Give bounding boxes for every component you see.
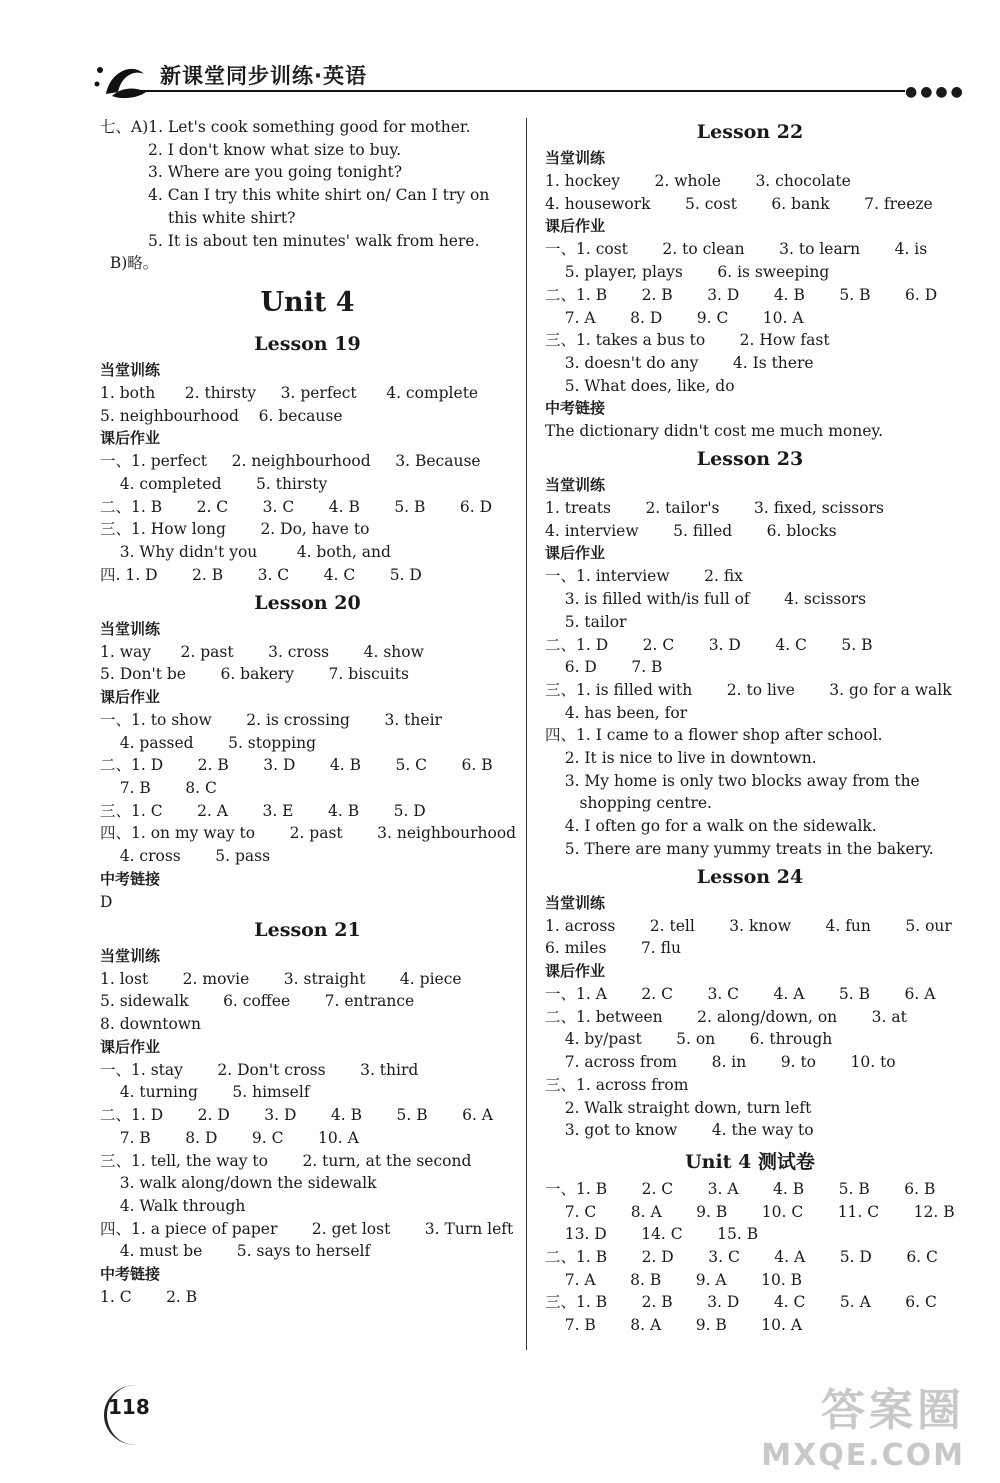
answer-line: 一、1. B 2. C 3. A 4. B 5. B 6. B	[545, 1179, 936, 1198]
unit-title: Unit 4	[260, 286, 355, 318]
answer-line: 4. Walk through	[100, 1196, 246, 1215]
answer-line: 7. B 8. D 9. C 10. A	[100, 1128, 359, 1147]
answer-line: 7. A 8. D 9. C 10. A	[545, 308, 804, 327]
answer-line: 4. Can I try this white shirt on/ Can I try on	[148, 186, 490, 205]
answer-line: 四. 1. D 2. B 3. C 4. C 5. D	[100, 565, 422, 584]
answer-line: 5. What does, like, do	[545, 376, 735, 395]
answer-line: 二、1. B 2. B 3. D 4. B 5. B 6. D	[545, 285, 938, 304]
answer-line: 4. completed 5. thirsty	[100, 475, 328, 494]
header-title: 新课堂同步训练·英语	[160, 64, 367, 88]
answer-line: 5. tailor	[545, 612, 627, 631]
answer-line: 1. hockey 2. whole 3. chocolate	[545, 172, 851, 190]
answer-line: 3. Why didn't you 4. both, and	[100, 543, 391, 562]
answer-line: 2. It is nice to live in downtown.	[545, 749, 817, 768]
answer-line: 二、1. B 2. D 3. C 4. A 5. D 6. C	[545, 1248, 938, 1267]
section-heading: 课后作业	[545, 961, 606, 980]
answer-line: 4. cross 5. pass	[100, 847, 271, 866]
answer-line: 3. Where are you going tonight?	[148, 163, 403, 182]
answer-line: The dictionary didn't cost me much money.	[545, 422, 884, 441]
right-column	[545, 116, 955, 1337]
answer-line: 二、1. between 2. along/down, on 3. at	[545, 1007, 907, 1026]
answer-line: 5. neighbourhood 6. because	[100, 406, 343, 425]
lesson-title: Lesson 19	[254, 332, 361, 355]
answer-line: 4. passed 5. stopping	[100, 733, 317, 752]
answer-line: 7. across from 8. in 9. to 10. to	[545, 1053, 896, 1072]
answer-line: 2. I don't know what size to buy.	[148, 140, 402, 159]
answer-line: 1. treats 2. tailor's 3. fixed, scissors	[545, 499, 884, 518]
answer-line: 二、1. B 2. C 3. C 4. B 5. B 6. D	[100, 497, 493, 516]
answer-line: 四、1. on my way to 2. past 3. neighbourhood	[100, 824, 517, 843]
answer-line: 一、1. cost 2. to clean 3. to learn 4. is	[545, 240, 928, 259]
answer-line: 四、1. a piece of paper 2. get lost 3. Turn left	[100, 1219, 514, 1238]
answer-line: 13. D 14. C 15. B	[545, 1225, 759, 1244]
answer-line: 6. D 7. B	[545, 658, 663, 677]
answer-line: 3. is filled with/is full of 4. scissors	[545, 590, 867, 609]
section-heading: 课后作业	[100, 687, 161, 706]
answer-line: 4. interview 5. filled 6. blocks	[545, 521, 837, 540]
book-logo-icon	[92, 58, 148, 100]
answer-line: B)略。	[100, 254, 159, 273]
answer-line: 4. by/past 5. on 6. through	[545, 1030, 833, 1049]
answer-line: 1. across 2. tell 3. know 4. fun 5. our	[545, 916, 952, 935]
section-heading: 课后作业	[545, 544, 606, 563]
answer-line: 1. both 2. thirsty 3. perfect 4. complete	[100, 383, 479, 402]
answer-line: 二、1. D 2. B 3. D 4. B 5. C 6. B	[100, 756, 493, 775]
answer-line: shopping centre.	[545, 794, 712, 813]
section-heading: 当堂训练	[545, 476, 606, 495]
answer-line: 七、A)1. Let's cook something good for mother.	[100, 118, 471, 136]
section-heading: 中考链接	[100, 869, 161, 888]
answer-line: 4. must be 5. says to herself	[100, 1242, 371, 1261]
answer-line: 2. Walk straight down, turn left	[545, 1098, 812, 1117]
answer-line: 三、1. B 2. B 3. D 4. C 5. A 6. C	[545, 1293, 937, 1312]
answer-line: 4. has been, for	[545, 703, 688, 722]
answer-line: 7. B 8. C	[100, 779, 217, 798]
answer-line: 5. Don't be 6. bakery 7. biscuits	[100, 665, 409, 684]
answer-line: 8. downtown	[100, 1014, 202, 1033]
watermark-cn: 答案圈	[821, 1385, 965, 1436]
answer-line: 三、1. across from	[545, 1075, 689, 1094]
answer-line: 7. A 8. B 9. A 10. B	[545, 1270, 803, 1289]
answer-line: 3. got to know 4. the way to	[545, 1121, 814, 1140]
header-dots: ●●●●	[905, 84, 966, 100]
answer-line: 一、1. to show 2. is crossing 3. their	[100, 710, 442, 729]
answer-line: 4. housework 5. cost 6. bank 7. freeze	[545, 194, 933, 213]
section-heading: 课后作业	[100, 429, 161, 448]
answer-line: 3. walk along/down the sidewalk	[100, 1174, 377, 1193]
answer-line: this white shirt?	[168, 208, 296, 227]
header-rule	[140, 90, 905, 92]
answer-line: D	[100, 892, 113, 911]
answer-line: 1. way 2. past 3. cross 4. show	[100, 642, 424, 661]
page-number: 118	[108, 1395, 150, 1419]
answer-line: 1. lost 2. movie 3. straight 4. piece	[100, 969, 462, 988]
lesson-title: Lesson 20	[254, 591, 361, 614]
lesson-title: Lesson 24	[696, 865, 804, 888]
answer-line: 三、1. is filled with 2. to live 3. go for a walk	[545, 680, 952, 699]
answer-line: 二、1. D 2. D 3. D 4. B 5. B 6. A	[100, 1106, 493, 1125]
answer-line: 1. C 2. B	[100, 1288, 198, 1307]
answer-line: 6. miles 7. flu	[545, 939, 681, 958]
answer-line: 7. C 8. A 9. B 10. C 11. C 12. B	[545, 1202, 955, 1221]
page-header	[0, 0, 1000, 110]
answer-line: 一、1. interview 2. fix	[545, 567, 743, 586]
answer-line: 7. B 8. A 9. B 10. A	[545, 1316, 803, 1335]
answer-line: 二、1. D 2. C 3. D 4. C 5. B	[545, 635, 873, 654]
section-heading: 课后作业	[545, 217, 606, 236]
watermark-logo	[761, 1374, 965, 1473]
answer-line: 三、1. takes a bus to 2. How fast	[545, 331, 830, 350]
section-heading: 当堂训练	[545, 149, 606, 167]
answer-line: 一、1. perfect 2. neighbourhood 3. Because	[100, 452, 481, 471]
lesson-title: Lesson 23	[696, 448, 804, 471]
answer-line: 一、1. stay 2. Don't cross 3. third	[100, 1060, 419, 1079]
section-heading: 课后作业	[100, 1037, 161, 1056]
answer-line: 三、1. How long 2. Do, have to	[100, 520, 370, 539]
section-heading: 中考链接	[100, 1265, 161, 1284]
lesson-title: Unit 4 测试卷	[685, 1150, 815, 1173]
answer-line: 5. There are many yummy treats in the bakery.	[545, 839, 934, 858]
answer-line: 三、1. C 2. A 3. E 4. B 5. D	[100, 801, 426, 820]
section-heading: 中考链接	[545, 399, 606, 418]
answer-line: 5. player, plays 6. is sweeping	[545, 263, 830, 282]
left-column	[100, 116, 515, 1309]
answer-line: 一、1. A 2. C 3. C 4. A 5. B 6. A	[545, 984, 936, 1003]
answer-line: 4. I often go for a walk on the sidewalk.	[545, 817, 877, 836]
section-heading: 当堂训练	[545, 893, 606, 912]
answer-line: 3. doesn't do any 4. Is there	[545, 353, 814, 372]
answer-line: 四、1. I came to a flower shop after school.	[545, 726, 883, 745]
lesson-title: Lesson 22	[696, 121, 804, 143]
watermark-en: MXQE.COM	[761, 1438, 965, 1473]
answer-line: 5. sidewalk 6. coffee 7. entrance	[100, 992, 415, 1011]
section-heading: 当堂训练	[100, 946, 161, 965]
answer-line: 4. turning 5. himself	[100, 1083, 310, 1102]
section-heading: 当堂训练	[100, 360, 161, 379]
section-heading: 当堂训练	[100, 619, 161, 638]
column-divider	[526, 118, 527, 1350]
answer-line: 5. It is about ten minutes' walk from here.	[148, 231, 480, 250]
lesson-title: Lesson 21	[254, 918, 361, 941]
answer-line: 三、1. tell, the way to 2. turn, at the second	[100, 1151, 472, 1170]
answer-line: 3. My home is only two blocks away from the	[545, 771, 920, 790]
